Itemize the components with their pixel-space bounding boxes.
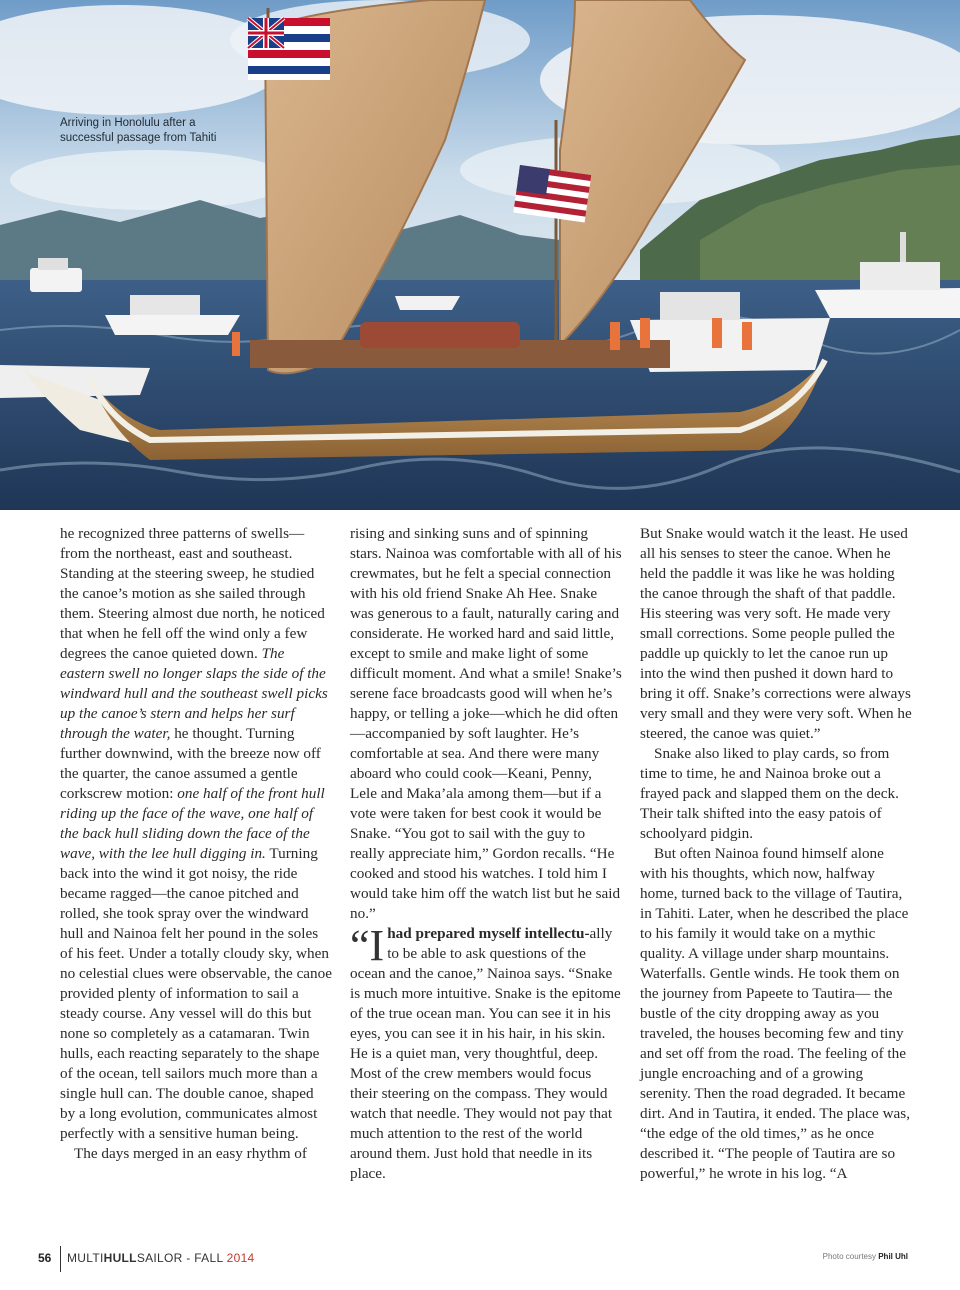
paragraph: Snake also liked to play cards, so from time to time, he and Nainoa broke out a frayed pack and slapped them on the deck. Their talk shifted into the easy patois of schoolyard pidgin. [640,745,899,842]
magazine-hull: HULL [103,1251,137,1265]
credit-prefix: Photo courtesy [822,1252,879,1261]
text-run: Turning back into the wind it got noisy, the ride became ragged—the canoe pitched and rolled, she took spray over the windward hull and Nainoa felt her pound in the soles of his feet. Under a totally cloudy sky, when no celestial clues were observable, the canoe provided plenty of information to sail a steady course. Any vessel will do this but none so completely as a catamaran. Twin hulls, each reacting separately to the shape of the ocean, tell sailors much more than a single hull can. The double canoe, shaped by a long evolution, communicates almost perfectly with a sensitive human being. [60,845,332,1142]
paragraph: rising and sinking suns and of spinning stars. Nainoa was comfortable with all of his crewmates, but he felt a special connection with his old friend Snake Ah Hee. Snake was generous to a fault, naturally caring and considerate. He worked hard and said little, except to smile and make light of some difficult moment. And what a smile! Snake’s serene face broadcasts good will when he’s happy, or telling a joke—which he did often—accompanied by soft laughter. He’s comfortable at sea. And there were many aboard who could cook—Keani, Penny, Lele and Maka’ala among them—but if a vote were taken for best cook it would be Snake. “You got to sail with the guy to really appreciate him,” Gordon recalls. “He cooked and stood his watches. I told him I would take him off the watch list but he said no.” [350,525,622,922]
text-column-1 [60,524,332,1164]
hawaiian-flag [248,18,330,80]
lead-in: had prepared myself intellectu- [387,925,590,942]
page-number: 56 [38,1251,52,1265]
deck-shelter [360,322,520,348]
text-run: ally to be able to ask questions of the ocean and the canoe,” Nainoa says. “Snake is much more intuitive. Snake is the epitome of the true ocean man. You can see it in his eyes, you can see it in his hair, in his skin. He is a quiet man, very thoughtful, deep. Most of the crew members would focus their steering on the compass. They would watch that needle. They would not pay that much attention to the rest of the world around them. Just hold that needle in its place. [350,925,621,1182]
magazine-sailor: SAILOR [136,1251,183,1265]
issue-season: FALL [194,1251,227,1265]
escort-boat [395,296,460,310]
magazine-title [67,1251,255,1265]
pull-quote-paragraph [350,921,622,1184]
paragraph: But often Nainoa found himself alone with his thoughts, which now, halfway home, turned back to the village of Tautira, in Tahiti. Later, when he described the place to his family it would take on a mythic quality. A village under sharp mountains. Waterfalls. Gentle winds. He took them on the journey from Papeete to Tautira— the bustle of the city dropping away as you traveled, the houses becoming few and tiny and set off from the road. The feeling of the jungle encroaching and of a growing serenity. Then the road degraded. It became dirt. And in Tautira, it ended. The place was, “the edge of the old times,” as he once described it. “The people of Tautira are so powerful,” he wrote in his log. “A [640,845,910,1182]
separator: - [182,1251,195,1265]
paragraph: But Snake would watch it the least. He used all his senses to steer the canoe. When he held the paddle it was like he was holding the canoe through the shaft of that paddle. His steering was very soft. He made very small corrections. Some people pulled the paddle up quickly to let the canoe run up into the wind then pushed it down hard to bring it off. Snake’s corrections were always very small and they were very soft. When he steered, the canoe was quiet.” [640,525,912,742]
italic-thought: one half of the front hull riding up the face of the wave, one half of the back hull sliding down the face of the wave, with the lee hull digging in. [60,785,325,862]
issue-year: 2014 [226,1251,255,1265]
drop-cap: “I [350,921,385,970]
hero-photo [0,0,960,510]
photo-credit [823,1252,908,1261]
cloud [10,150,290,210]
text-column-3 [640,524,912,1184]
us-flag [513,165,591,223]
footer-divider [60,1246,61,1272]
credit-name: Phil Uhl [878,1252,908,1261]
page-footer [0,1246,960,1272]
paragraph [60,524,332,1144]
canoe-illustration [0,0,960,510]
photo-caption: Arriving in Honolulu after a successful passage from Tahiti [60,117,217,144]
text-run: he thought. Turning further downwind, with the breeze now off the quarter, the canoe assumed a gentle corkscrew motion: [60,725,321,802]
text-run: he recognized three patterns of swells—from the northeast, east and southeast. Standing at the steering sweep, he studied the canoe’s motion as she sailed through them. Steering almost due north, he noticed that when he fell off the wind only a few degrees the canoe quieted down. [60,525,325,662]
paragraph: The days merged in an easy rhythm of [74,1145,307,1162]
magazine-multi: MULTI [67,1251,104,1265]
italic-thought: The eastern swell no longer slaps the side of the windward hull and the southeast swell picks up the canoe’s stern and helps her surf through the water, [60,645,328,742]
text-column-2 [350,524,622,1184]
